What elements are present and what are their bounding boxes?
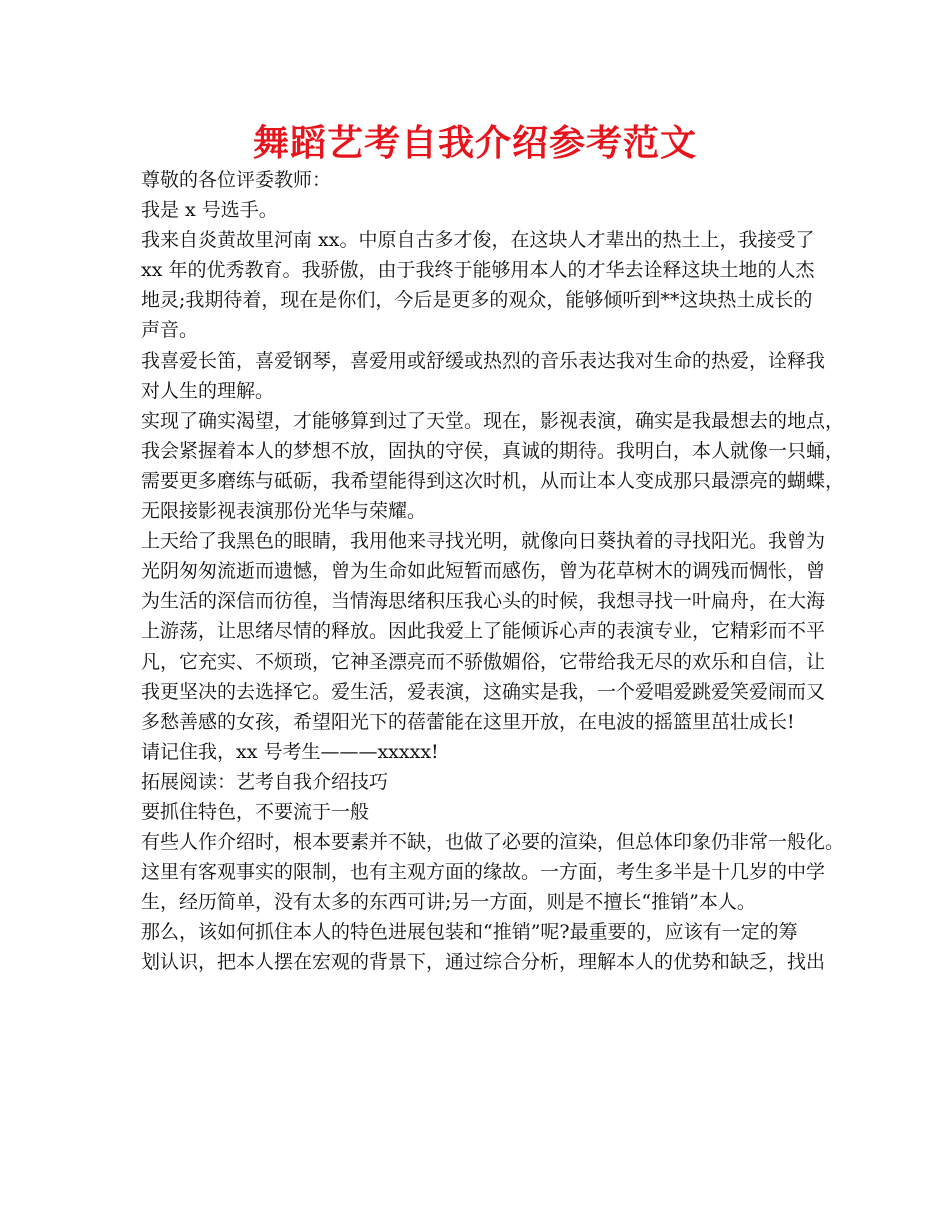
text-line: 划认识，把本人摆在宏观的背景下，通过综合分析，理解本人的优势和缺乏，找出 bbox=[141, 951, 826, 974]
text-line: 多愁善感的女孩，希望阳光下的蓓蕾能在这里开放，在电波的摇篮里茁壮成长! bbox=[141, 710, 795, 733]
text-line: 有些人作介绍时，根本要素并不缺，也做了必要的渲染，但总体印象仍非常一般化。 bbox=[141, 831, 845, 854]
text-line: 地灵;我期待着，现在是你们，今后是更多的观众，能够倾听到**这块热土成长的 bbox=[141, 289, 813, 312]
text-line: 我来自炎黄故里河南 xx。中原自古多才俊，在这块人才辈出的热土上，我接受了 bbox=[141, 229, 815, 252]
text-line: 我会紧握着本人的梦想不放，固执的守侯，真诚的期待。我明白，本人就像一只蛹， bbox=[141, 439, 845, 462]
text-line: 我是 x 号选手。 bbox=[141, 199, 278, 222]
text-line: 凡，它充实、不烦琐，它神圣漂亮而不骄傲媚俗，它带给我无尽的欢乐和自信，让 bbox=[141, 650, 826, 673]
text-line: 无限接影视表演那份光华与荣耀。 bbox=[141, 500, 427, 523]
text-line: 对人生的理解。 bbox=[141, 379, 275, 402]
text-line: 这里有客观事实的限制，也有主观方面的缘故。一方面，考生多半是十几岁的中学 bbox=[141, 861, 826, 884]
text-line: 请记住我，xx 号考生———xxxxx! bbox=[141, 740, 439, 763]
text-line: 我更坚决的去选择它。爱生活，爱表演，这确实是我，一个爱唱爱跳爱笑爱闹而又 bbox=[141, 680, 826, 703]
text-line: 拓展阅读：艺考自我介绍技巧 bbox=[141, 770, 389, 793]
text-line: 声音。 bbox=[141, 319, 199, 342]
text-line: xx 年的优秀教育。我骄傲，由于我终于能够用本人的才华去诠释这块土地的人杰 bbox=[141, 259, 815, 282]
text-line: 需要更多磨练与砥砺，我希望能得到这次时机，从而让本人变成那只最漂亮的蝴蝶， bbox=[141, 469, 845, 492]
document-body bbox=[141, 165, 845, 978]
text-line: 那么，该如何抓住本人的特色进展包装和“推销”呢?最重要的，应该有一定的筹 bbox=[141, 921, 798, 944]
document-title: 舞蹈艺考自我介绍参考范文 bbox=[252, 123, 697, 164]
text-line: 上游荡，让思绪尽情的释放。因此我爱上了能倾诉心声的表演专业，它精彩而不平 bbox=[141, 620, 826, 643]
text-line: 上天给了我黑色的眼睛，我用他来寻找光明，就像向日葵执着的寻找阳光。我曾为 bbox=[141, 530, 826, 553]
text-line: 实现了确实渴望，才能够算到过了天堂。现在，影视表演，确实是我最想去的地点， bbox=[141, 409, 845, 432]
text-line: 我喜爱长笛，喜爱钢琴，喜爱用或舒缓或热烈的音乐表达我对生命的热爱，诠释我 bbox=[141, 349, 826, 372]
text-line: 为生活的深信而彷徨，当情海思绪积压我心头的时候，我想寻找一叶扁舟，在大海 bbox=[141, 590, 826, 613]
text-line: 要抓住特色，不要流于一般 bbox=[141, 800, 370, 823]
text-line: 生，经历简单，没有太多的东西可讲;另一方面，则是不擅长“推销”本人。 bbox=[141, 891, 756, 914]
text-line: 尊敬的各位评委教师： bbox=[141, 169, 332, 191]
text-line: 光阴匆匆流逝而遗憾，曾为生命如此短暂而感伤，曾为花草树木的调残而惆怅，曾 bbox=[141, 560, 826, 583]
